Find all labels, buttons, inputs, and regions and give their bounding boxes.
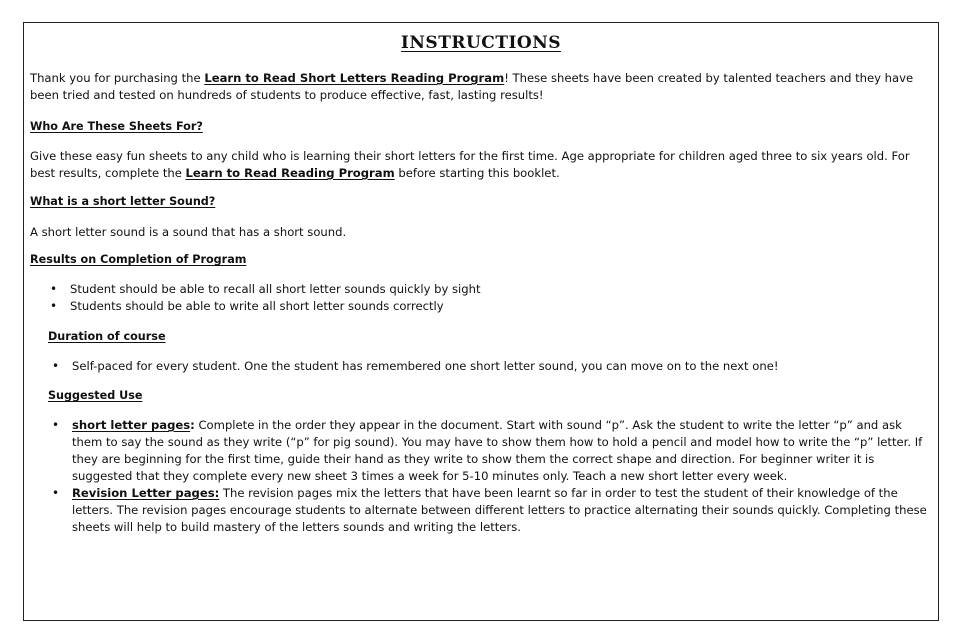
what-paragraph: A short letter sound is a sound that has a short sound. <box>30 225 347 239</box>
revision-pages-text: The revision pages mix the letters that have been learnt so far in order to test the student of their knowledge of the letters. The revision pages encourage students to alternate between different letters to practice alternating their sounds quickly. Completing these sheets will help to build mastery of the letters sounds and writing the letters. <box>72 486 927 534</box>
who-text-post: before starting this booklet. <box>394 166 560 180</box>
page-title: INSTRUCTIONS <box>400 33 562 53</box>
who-paragraph <box>30 148 935 182</box>
short-letter-pages-text: Complete in the order they appear in the document. Start with sound “p”. Ask the student to write the letter “p” and ask them to say the sound as they write (“p” for pig sound). You may have to show them how to hold a pencil and model how to write the “p” letter. If they are beginning for the first time, guide their hand as they write to show them the correct shape and direction. For beginner writer it is suggested that they complete every new sheet 3 times a week for 5-10 minutes only. Teach a new short letter every week. <box>72 418 923 483</box>
duration-heading: Duration of course <box>48 330 166 343</box>
intro-text-post: ! These sheets have been created by talented teachers and they have been tried and tested on hundreds of students to produce effective, fast, lasting results! <box>30 71 914 102</box>
duration-list <box>72 358 932 375</box>
list-item: • Self-paced for every student. One the student has remembered one short letter sound, you can move on to the next one! <box>72 358 932 375</box>
intro-text-pre: Thank you for purchasing the <box>30 71 205 85</box>
suggested-list <box>72 417 934 536</box>
reading-program-name: Learn to Read Reading Program <box>185 166 395 180</box>
revision-pages-label: Revision Letter pages: <box>72 486 220 500</box>
list-item: • Students should be able to write all short letter sounds correctly <box>70 298 930 315</box>
intro-paragraph <box>30 70 935 104</box>
results-heading: Results on Completion of Program <box>30 253 247 266</box>
program-name: Learn to Read Short Letters Reading Program <box>204 71 505 85</box>
who-text-pre: Give these easy fun sheets to any child who is learning their short letters for the first time. Age appropriate for children aged three to six years old. For best results, complete the <box>30 149 910 180</box>
suggested-heading: Suggested Use <box>48 389 143 402</box>
list-item <box>72 485 934 536</box>
who-heading: Who Are These Sheets For? <box>30 120 203 133</box>
list-item: • Student should be able to recall all short letter sounds quickly by sight <box>70 281 930 298</box>
short-letter-pages-label: short letter pages <box>72 418 191 432</box>
instructions-page <box>23 22 939 621</box>
label-colon: : <box>190 418 195 432</box>
what-heading: What is a short letter Sound? <box>30 195 216 208</box>
list-item <box>72 417 934 485</box>
results-list <box>70 281 930 315</box>
